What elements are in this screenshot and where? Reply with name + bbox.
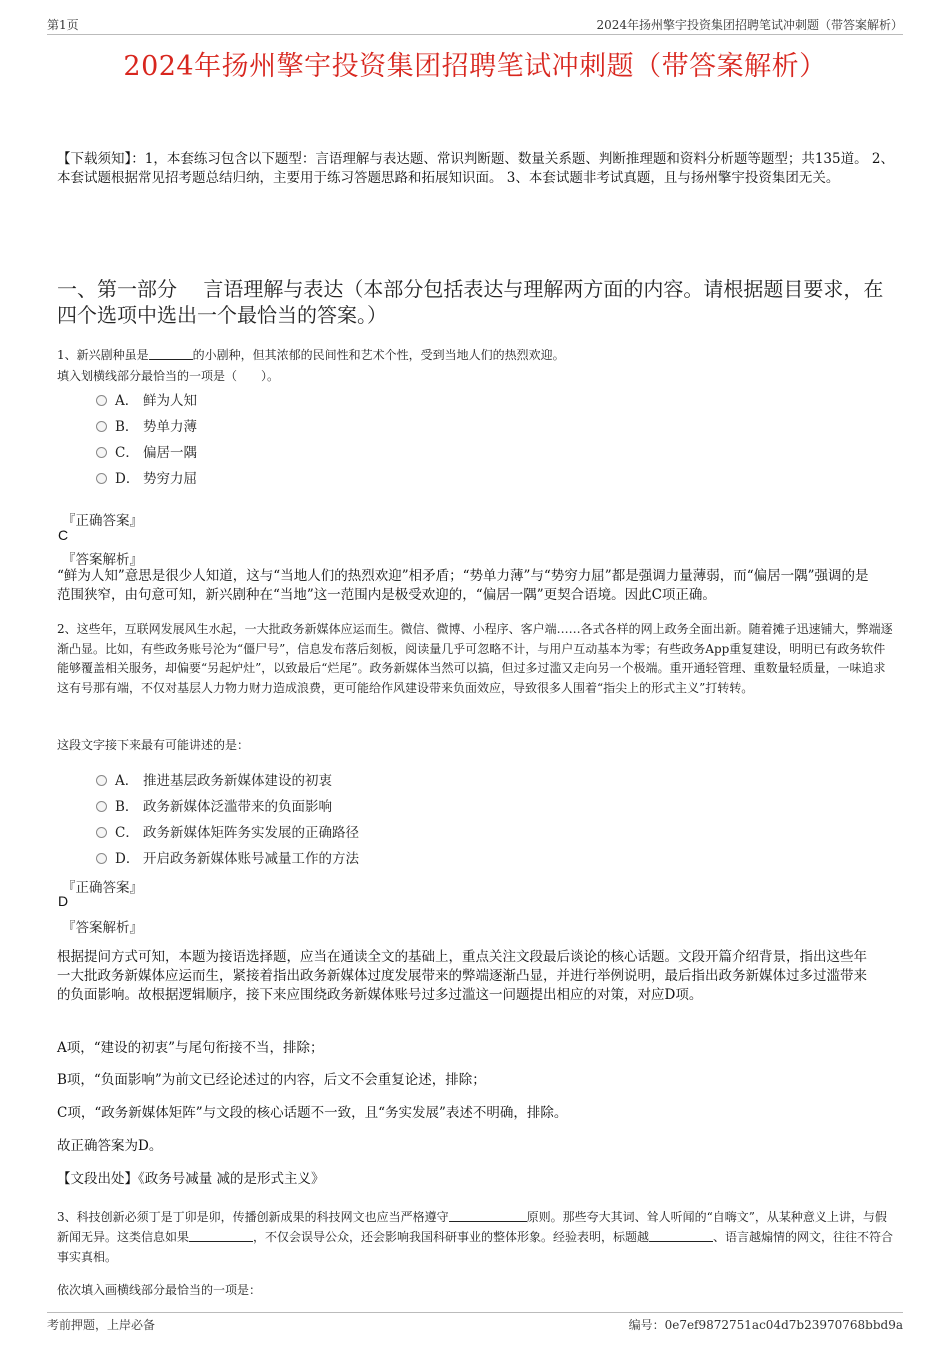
radio-icon[interactable] — [96, 827, 107, 838]
q3-prompt: 依次填入画横线部分最恰当的一项是： — [57, 1283, 262, 1297]
footer-slogan: 考前押题，上岸必备 — [47, 1318, 156, 1332]
q2-analysis-label: 『答案解析』 — [62, 920, 143, 936]
q2-answer: D — [58, 893, 69, 909]
q1-analysis: “鲜为人知”意思是很少人知道，这与“当地人们的热烈欢迎”相矛盾；“势单力薄”与“势穷力屈”都是强调力量薄弱，而“偏居一隅”强调的是范围狭窄，由句意可知，新兴剧种在“当地”这一范围内是极受欢迎的，“偏居一隅”更契合语境。因此C项正确。 — [57, 568, 869, 603]
q2-option-a[interactable]: A． 推进基层政务新媒体建设的初衷 — [96, 769, 332, 789]
q3-blank-1 — [449, 1209, 527, 1222]
q1-option-a[interactable]: A． 鲜为人知 — [96, 389, 197, 409]
download-notice: 【下载须知】：1，本套练习包含以下题型：言语理解与表达题、常识判断题、数量关系题、判断推理题和资料分析题等题型；共135道。 2、本套试题根据常见招考题总结归纳，主要用于练习答题思路和拓展知识面。 3、本套试题非考试真题，且与扬州擎宇投资集团无关。 — [57, 151, 894, 186]
q2-analysis-c: C项，“政务新媒体矩阵”与文段的核心话题不一致，且“务实发展”表述不明确，排除。 — [57, 1105, 568, 1121]
q2-option-b[interactable]: B． 政务新媒体泛滥带来的负面影响 — [96, 795, 332, 815]
footer-id: 编号：0e7ef9872751ac04d7b23970768bbd9a — [628, 1318, 903, 1332]
q1-prompt: 填入划横线部分最恰当的一项是（ ）。 — [57, 369, 280, 383]
radio-icon[interactable] — [96, 801, 107, 812]
q2-analysis-b: B项，“负面影响”为前文已经论述过的内容，后文不会重复论述，排除； — [57, 1072, 486, 1088]
radio-icon[interactable] — [96, 421, 107, 432]
q3-stem: 3、科技创新必须丁是丁卯是卯，传播创新成果的科技网文也应当严格遵守 原则。那些夸大其词、耸人听闻的“自嗨文”，从某种意义上讲，与假新闻无异。这类信息如果 ，不仅会误导公众，还会影响我国科研事业的整体形象。经验表明，标题越 、语言越煽情的网文，往往不符合事实真相。 — [57, 1210, 894, 1264]
q2-stem: 2、这些年，互联网发展风生水起，一大批政务新媒体应运而生。微信、微博、小程序、客户端……各式各样的网上政务全面出新。随着摊子迅速铺大，弊端逐渐凸显。比如，有些政务账号沦为“僵尸号”，信息发布落后刻板，阅读量几乎可忽略不计，与用户互动基本为零；有些政务App重复建设，明明已有政务软件能够覆盖相关服务，却偏要“另起炉灶”，以致最后“烂尾”。政务新媒体当然可以搞，但过多过滥又走向另一个极端。重开通轻管理、重数量轻质量，一味追求这有号那有端，不仅对基层人力物力财力造成浪费，更可能给作风建设带来负面效应，导致很多人围着“指尖上的形式主义”打转转。 — [57, 622, 893, 695]
q1-stem: 1、新兴剧种虽是 的小剧种，但其浓郁的民间性和艺术个性，受到当地人们的热烈欢迎。 — [57, 348, 565, 362]
page-title: 2024年扬州擎宇投资集团招聘笔试冲刺题（带答案解析） — [123, 51, 827, 82]
q2-analysis-a: A项，“建设的初衷”与尾句衔接不当，排除； — [57, 1040, 324, 1056]
q2-analysis-conclusion: 故正确答案为D。 — [57, 1138, 163, 1154]
q1-answer: C — [58, 527, 69, 543]
radio-icon[interactable] — [96, 395, 107, 406]
q2-prompt: 这段文字接下来最有可能讲述的是： — [57, 738, 250, 752]
section-heading: 一、第一部分 言语理解与表达（本部分包括表达与理解两方面的内容。请根据题目要求，在四个选项中选出一个最恰当的答案。） — [57, 277, 884, 327]
q1-option-c[interactable]: C． 偏居一隅 — [96, 441, 197, 461]
page-header — [47, 16, 903, 35]
header-doc-title: 2024年扬州擎宇投资集团招聘笔试冲刺题（带答案解析） — [596, 18, 903, 32]
q1-option-b[interactable]: B． 势单力薄 — [96, 415, 197, 435]
q2-option-c[interactable]: C． 政务新媒体矩阵务实发展的正确路径 — [96, 821, 359, 841]
radio-icon[interactable] — [96, 775, 107, 786]
radio-icon[interactable] — [96, 853, 107, 864]
q2-analysis-main: 根据提问方式可知，本题为接语选择题，应当在通读全文的基础上，重点关注文段最后谈论的核心话题。文段开篇介绍背景，指出这些年一大批政务新媒体应运而生，紧接着指出政务新媒体过度发展带来的弊端逐渐凸显，并进行举例说明，最后指出政务新媒体过多过滥带来的负面影响。故根据逻辑顺序，接下来应围绕政务新媒体账号过多过滥这一问题提出相应的对策，对应D项。 — [57, 949, 867, 1003]
q3-blank-2 — [189, 1229, 253, 1242]
radio-icon[interactable] — [96, 473, 107, 484]
q1-analysis-label: 『答案解析』 — [62, 552, 143, 568]
q3-blank-3 — [649, 1229, 713, 1242]
q1-correct-label: 『正确答案』 — [62, 513, 143, 529]
page-number: 第1页 — [47, 18, 79, 32]
radio-icon[interactable] — [96, 447, 107, 458]
q2-correct-label: 『正确答案』 — [62, 880, 143, 896]
q1-option-d[interactable]: D． 势穷力屈 — [96, 467, 197, 487]
q2-source: 【文段出处】《政务号减量 减的是形式主义》 — [57, 1171, 325, 1187]
page-footer — [47, 1312, 903, 1334]
q2-option-d[interactable]: D． 开启政务新媒体账号减量工作的方法 — [96, 847, 359, 867]
q1-blank — [149, 347, 193, 360]
